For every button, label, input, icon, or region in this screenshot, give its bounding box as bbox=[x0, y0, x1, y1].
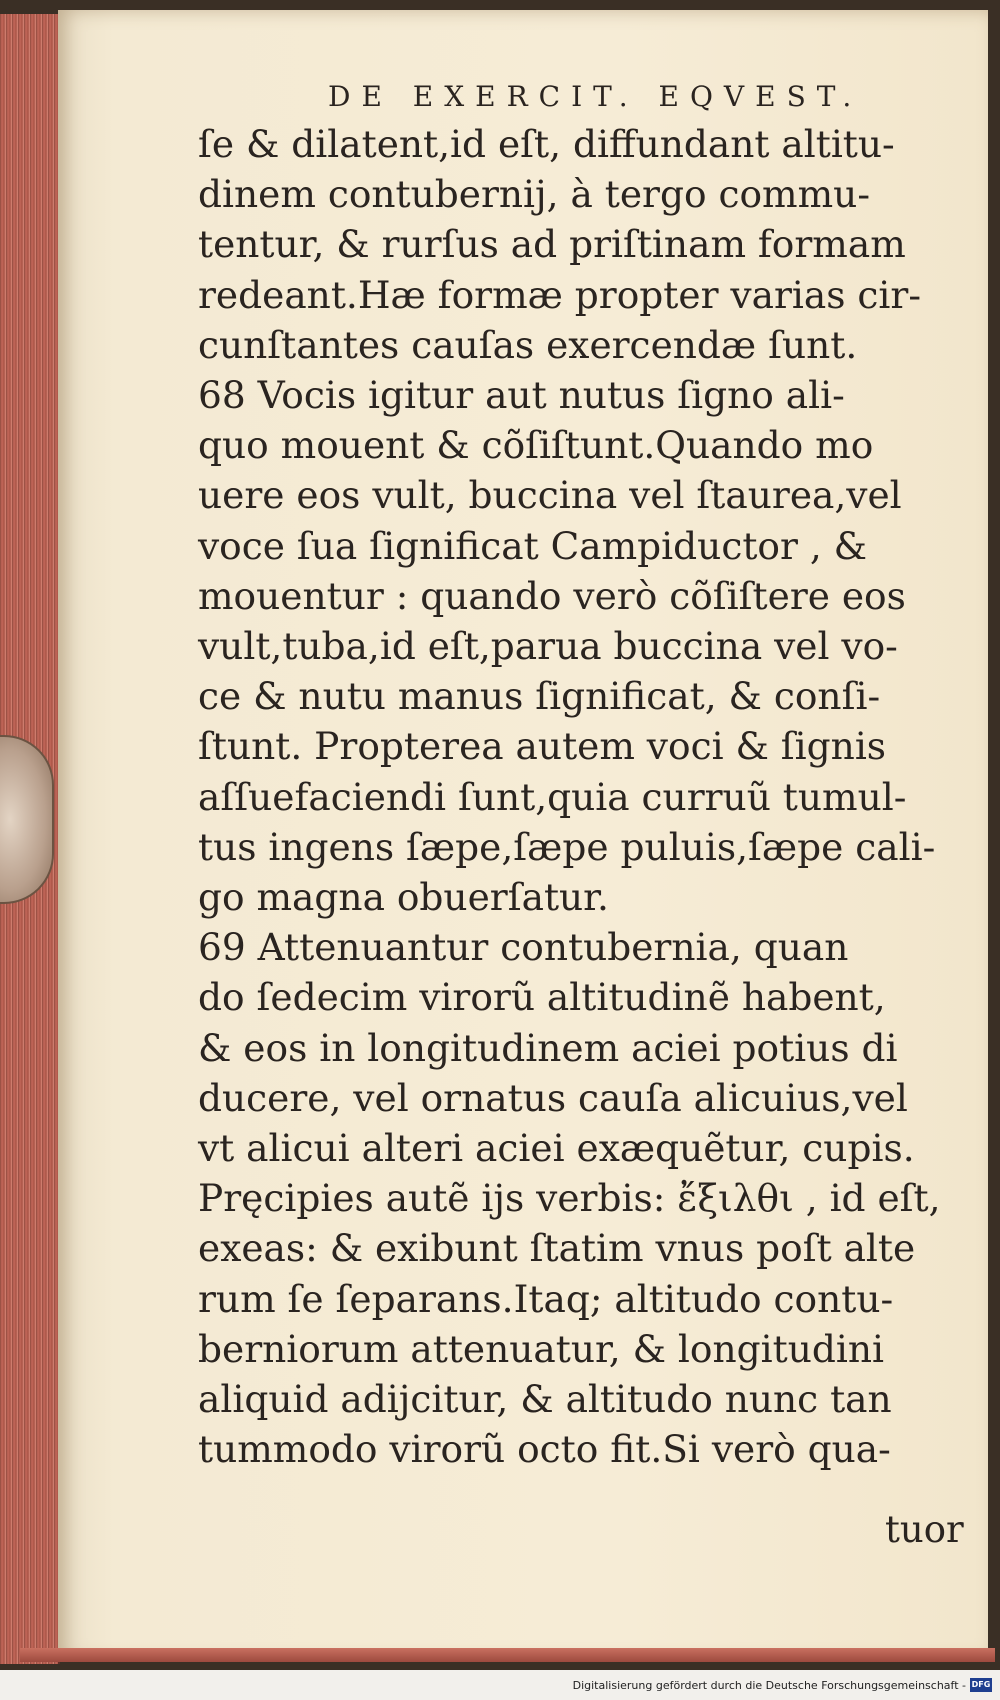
body-text bbox=[198, 119, 968, 1474]
text-line: do ſedecim virorũ altitudinẽ habent, bbox=[198, 975, 886, 1020]
text-line: vult,tuba,id eſt,parua buccina vel vo- bbox=[198, 624, 898, 669]
text-line: go magna obuerſatur. bbox=[198, 875, 609, 920]
text-line: aliquid adijcitur, & altitudo nunc tan bbox=[198, 1377, 892, 1422]
text-line: mouentur : quando verò cõſiſtere eos bbox=[198, 573, 906, 618]
text-line: Pręcipies autẽ ijs verbis: ἔξιλθι , id eſt, bbox=[198, 1176, 941, 1221]
text-line: 68 Vocis igitur aut nutus ſigno ali- bbox=[198, 373, 845, 418]
text-line: dinem contubernij, à tergo commu- bbox=[198, 172, 870, 217]
text-line: ſe & dilatent,id eſt, diffundant altitu- bbox=[198, 122, 895, 166]
text-line: ducere, vel ornatus cauſa alicuius,vel bbox=[198, 1075, 908, 1120]
text-line: & eos in longitudinem aciei potius di bbox=[198, 1025, 898, 1070]
text-line: voce ſua ſignificat Campiductor , & bbox=[198, 523, 868, 568]
text-line: tummodo virorũ octo fit.Si verò qua- bbox=[198, 1427, 891, 1472]
text-line: rum ſe ſeparans.Itaq; altitudo contu- bbox=[198, 1276, 894, 1321]
dfg-logo-icon: DFG bbox=[970, 1678, 992, 1692]
text-line: cunſtantes cauſas exercendæ ſunt. bbox=[198, 322, 858, 367]
footer-credit: Digitalisierung gefördert durch die Deutsche Forschungsgemeinschaft - bbox=[572, 1679, 966, 1692]
text-block bbox=[198, 80, 968, 1474]
text-line: ce & nutu manus ſignificat, & conſi- bbox=[198, 674, 881, 719]
page-bottom-edge bbox=[20, 1648, 995, 1662]
text-line: berniorum attenuatur, & longitudini bbox=[198, 1326, 885, 1371]
text-line: exeas: & exibunt ſtatim vnus poſt alte bbox=[198, 1226, 916, 1271]
text-line: 69 Attenuantur contubernia, quan bbox=[198, 925, 849, 970]
text-line: quo mouent & cõſiſtunt.Quando mo bbox=[198, 423, 874, 468]
catchword: tuor bbox=[885, 1508, 964, 1551]
footer-bar bbox=[0, 1670, 1000, 1700]
text-line: tentur, & rurſus ad priſtinam formam bbox=[198, 222, 906, 267]
text-line: uere eos vult, buccina vel ſtaurea,vel bbox=[198, 473, 902, 518]
running-title: DE EXERCIT. EQVEST. bbox=[328, 80, 863, 113]
text-line: aſſuefaciendi ſunt,quia curruũ tumul- bbox=[198, 774, 907, 819]
text-line: tus ingens ſæpe,ſæpe puluis,ſæpe cali- bbox=[198, 824, 936, 869]
text-line: redeant.Hæ formæ propter varias cir- bbox=[198, 272, 921, 317]
text-line: ſtunt. Propterea autem voci & ſignis bbox=[198, 724, 887, 769]
text-line: vt alicui alteri aciei exæquẽtur, cupis. bbox=[198, 1126, 915, 1171]
page-clip bbox=[0, 735, 54, 904]
